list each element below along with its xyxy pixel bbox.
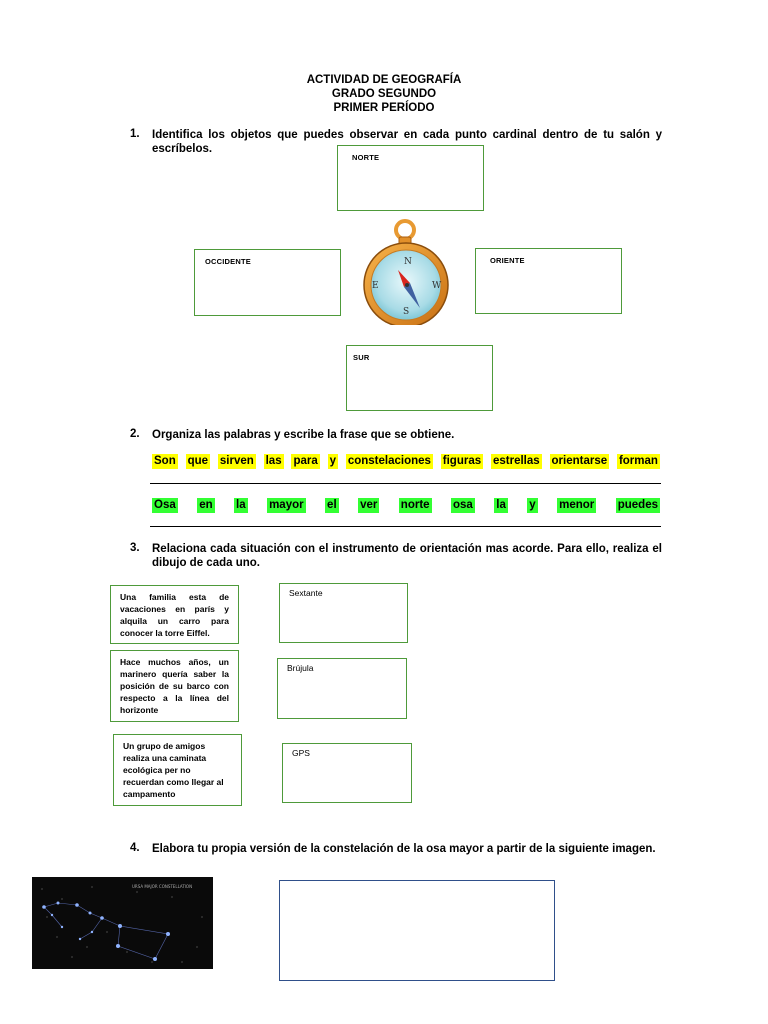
instrument-label: Sextante [289, 588, 323, 598]
q4-text: Elabora tu propia versión de la constelación de la osa mayor a partir de la siguiente imagen. [152, 843, 656, 855]
compass-icon [358, 215, 458, 325]
word: forman [618, 455, 658, 467]
word: el [327, 499, 337, 511]
scrambled-sentence-1 [152, 454, 660, 469]
word: sirven [219, 455, 254, 467]
word: puedes [617, 499, 658, 511]
north-label: NORTE [352, 153, 380, 162]
answer-line-1[interactable] [150, 483, 661, 484]
south-label: SUR [353, 353, 370, 362]
word: mayor [269, 499, 304, 511]
word: Son [154, 455, 176, 467]
compass-letter-e: E [372, 281, 379, 291]
sextante-box[interactable] [279, 583, 408, 643]
word: figuras [442, 455, 482, 467]
compass-letter-w: W [432, 281, 442, 291]
image-caption: URSA MAJOR CONSTELLATION [132, 884, 193, 889]
title-line-2: GRADO SEGUNDO [331, 88, 437, 100]
title-line-1: ACTIVIDAD DE GEOGRAFÍA [306, 74, 462, 86]
situation-box-2: Hace muchos años, un marinero quería saber la posición de su barco con respecto a la línea del horizonte [110, 650, 239, 722]
word: ver [360, 499, 378, 511]
ursa-major-image [32, 877, 213, 969]
title-line-3: PRIMER PERÍODO [333, 102, 435, 114]
east-label: ORIENTE [490, 256, 525, 265]
word: las [265, 455, 282, 467]
word: estrellas [492, 455, 540, 467]
instrument-label: Brújula [287, 663, 314, 673]
word: que [187, 455, 209, 467]
word: osa [452, 499, 473, 511]
instrument-label: GPS [292, 748, 310, 758]
brujula-box[interactable] [277, 658, 407, 719]
situation-box-3: Un grupo de amigos realiza una caminata ecológica per no recuerdan como llegar al campamento [113, 734, 242, 806]
answer-line-2[interactable] [150, 526, 661, 527]
word: y [329, 455, 336, 467]
q3-number: 3. [130, 542, 140, 554]
west-answer-box[interactable] [194, 249, 341, 316]
south-answer-box[interactable] [346, 345, 493, 411]
q2-text: Organiza las palabras y escribe la frase que se obtiene. [152, 429, 455, 441]
word: en [199, 499, 213, 511]
q4-number: 4. [130, 842, 140, 854]
word: y [529, 499, 536, 511]
gps-box[interactable] [282, 743, 412, 803]
drawing-box[interactable] [279, 880, 555, 981]
q1-number: 1. [130, 128, 140, 140]
q1-text: Identifica los objetos que puedes observar en cada punto cardinal dentro de tu salón y escríbelos. [152, 129, 662, 155]
compass-letter-s: S [403, 307, 410, 317]
compass-letter-n: N [404, 257, 412, 267]
q3-text: Relaciona cada situación con el instrumento de orientación mas acorde. Para ello, realiza el dibujo de cada uno. [152, 543, 662, 569]
word: menor [559, 499, 595, 511]
q2-number: 2. [130, 428, 140, 440]
east-answer-box[interactable] [475, 248, 622, 314]
north-answer-box[interactable] [337, 145, 484, 211]
word: la [496, 499, 506, 511]
west-label: OCCIDENTE [205, 257, 251, 266]
word: Osa [154, 499, 176, 511]
word: la [236, 499, 246, 511]
scrambled-sentence-2 [152, 498, 660, 513]
situation-box-1: Una familia esta de vacaciones en parís y alquila un carro para conocer la torre Eiffel. [110, 585, 239, 644]
word: para [293, 455, 318, 467]
word: norte [400, 499, 430, 511]
word: constelaciones [347, 455, 431, 467]
word: orientarse [551, 455, 608, 467]
